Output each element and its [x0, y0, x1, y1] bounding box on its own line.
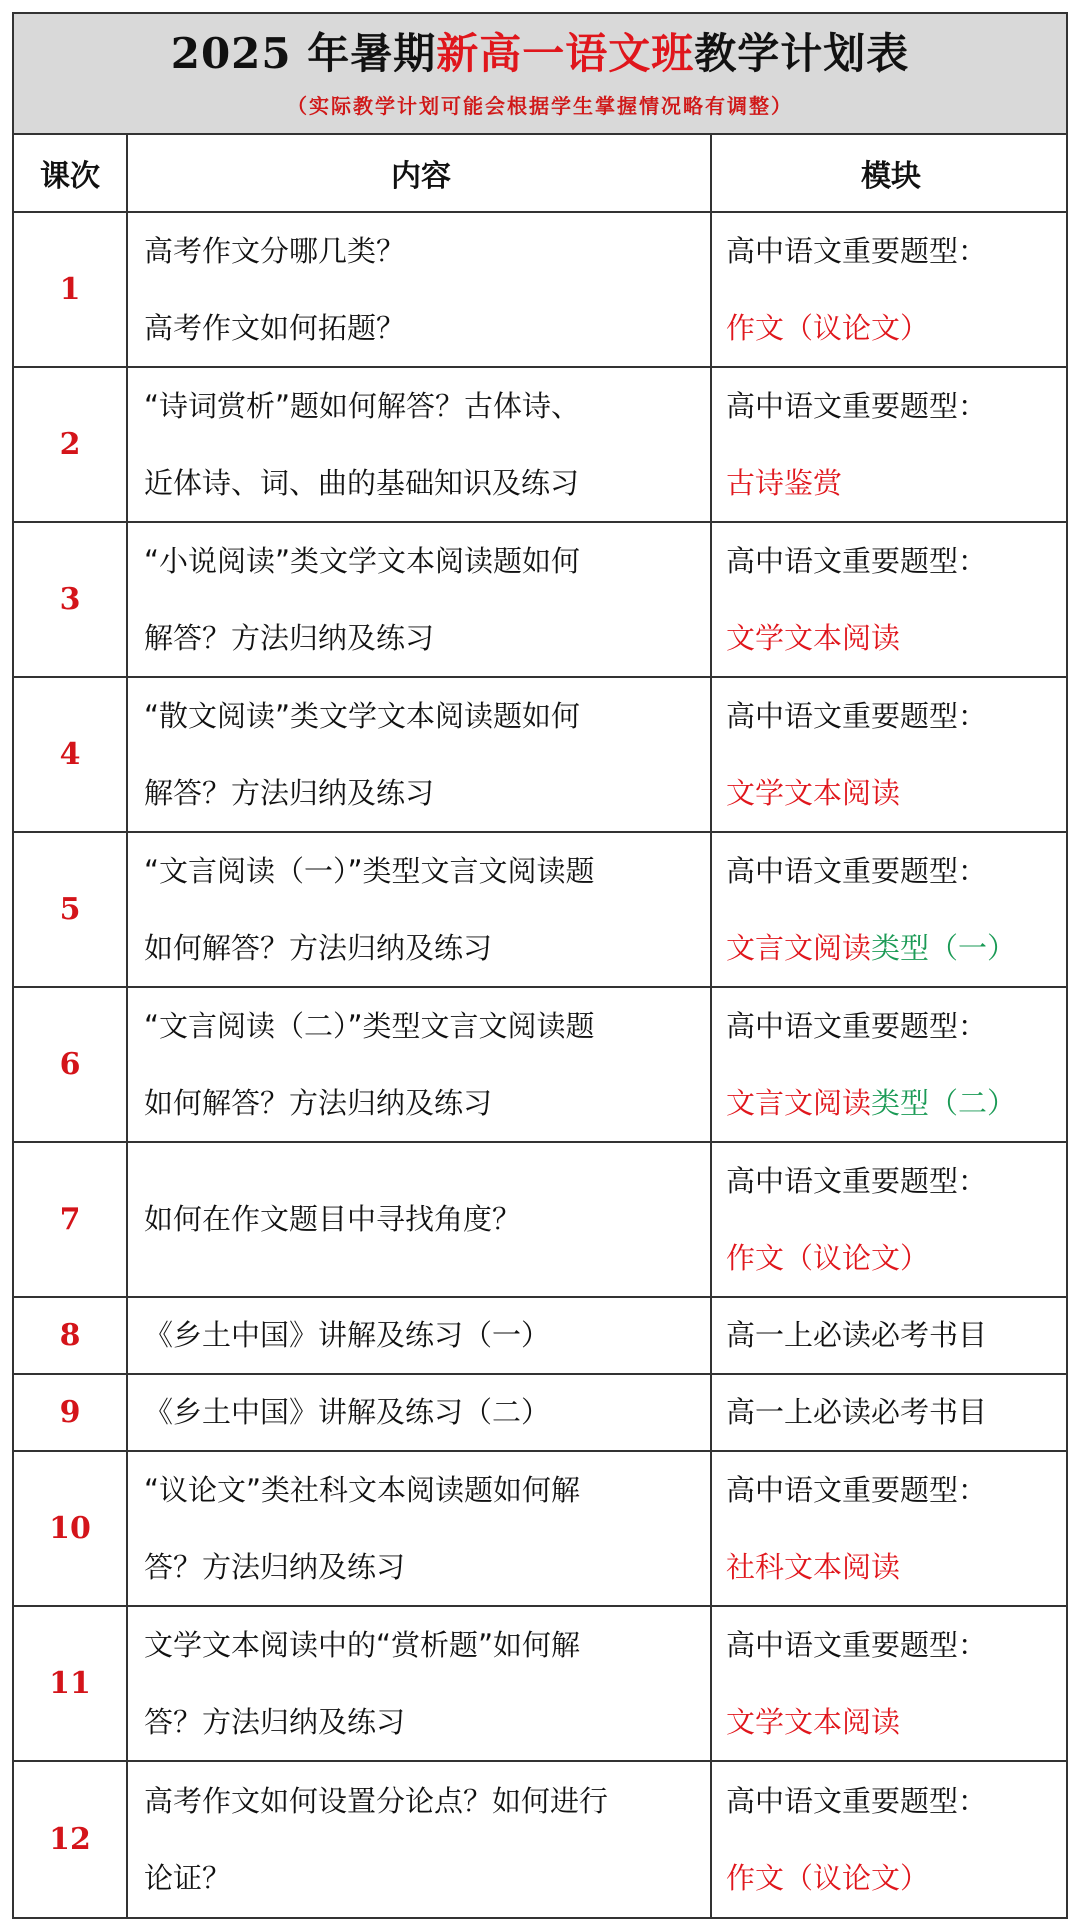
- table-row: [14, 523, 1066, 678]
- lesson-module: [712, 1143, 1066, 1296]
- module-topic-part: 作文（议论文）: [726, 1860, 930, 1895]
- module-topic-part: 文言文阅读: [726, 930, 872, 965]
- content-line: 近体诗、词、曲的基础知识及练习: [144, 465, 580, 500]
- module-label: 高中语文重要题型：: [726, 853, 988, 888]
- module-topic: [726, 1220, 1056, 1297]
- content-line: 《乡土中国》讲解及练习（二）: [144, 1395, 551, 1429]
- lesson-number: 8: [14, 1298, 128, 1373]
- title-part-2: 教学计划表: [694, 29, 910, 78]
- module-topic-part: 社科文本阅读: [726, 1549, 901, 1584]
- lesson-content: [128, 1375, 712, 1450]
- module-label: 高中语文重要题型：: [726, 1783, 988, 1818]
- lesson-content: [128, 523, 712, 676]
- content-line: 论证？: [144, 1860, 232, 1895]
- header-content: 内容: [128, 135, 712, 211]
- module-label: 高中语文重要题型：: [726, 1163, 988, 1198]
- lesson-number: 2: [14, 368, 128, 521]
- content-line: “诗词赏析”题如何解答？古体诗、: [144, 388, 581, 423]
- lesson-number: 6: [14, 988, 128, 1141]
- content-line: 如何解答？方法归纳及练习: [144, 1085, 493, 1120]
- lesson-content: [128, 833, 712, 986]
- lesson-number: 12: [14, 1762, 128, 1917]
- table-row: [14, 1298, 1066, 1375]
- table-row: [14, 368, 1066, 523]
- content-line: 高考作文如何设置分论点？如何进行: [144, 1783, 609, 1818]
- lesson-module: [712, 1298, 1066, 1373]
- table-row: [14, 213, 1066, 368]
- module-topic: [726, 290, 1056, 367]
- lesson-content: [128, 1298, 712, 1373]
- lesson-content: [128, 1143, 712, 1296]
- module-label: 高中语文重要题型：: [726, 233, 988, 268]
- lesson-module: [712, 988, 1066, 1141]
- module-topic-part: 文学文本阅读: [726, 775, 901, 810]
- content-line: “议论文”类社科文本阅读题如何解: [144, 1472, 581, 1507]
- lesson-module: [712, 1375, 1066, 1450]
- module-topic: [726, 1529, 1056, 1606]
- lesson-number: 1: [14, 213, 128, 366]
- content-line: “散文阅读”类文学文本阅读题如何: [144, 698, 581, 733]
- title-highlight: 新高一语文班: [436, 29, 695, 78]
- module-topic: [726, 1684, 1056, 1761]
- content-line: “文言阅读（二）”类型文言文阅读题: [144, 1008, 595, 1043]
- table-row: [14, 1452, 1066, 1607]
- header-number: 课次: [14, 135, 128, 211]
- table-row: [14, 988, 1066, 1143]
- header-module: 模块: [861, 159, 921, 194]
- content-line: 高考作文如何拓题？: [144, 310, 406, 345]
- teaching-plan-table: [12, 12, 1068, 1919]
- lesson-content: [128, 988, 712, 1141]
- lesson-module: [712, 833, 1066, 986]
- content-line: 答？方法归纳及练习: [144, 1704, 406, 1739]
- table-body: [14, 213, 1066, 1917]
- lesson-number: 9: [14, 1375, 128, 1450]
- module-label: 高中语文重要题型：: [726, 1627, 988, 1662]
- content-line: 如何在作文题目中寻找角度？: [144, 1202, 522, 1236]
- module-topic-part: 文学文本阅读: [726, 1704, 901, 1739]
- content-line: 文学文本阅读中的“赏析题”如何解: [144, 1627, 581, 1662]
- table-row: [14, 1762, 1066, 1917]
- lesson-content: [128, 678, 712, 831]
- lesson-number: 11: [14, 1607, 128, 1760]
- lesson-module: [712, 368, 1066, 521]
- content-line: “文言阅读（一）”类型文言文阅读题: [144, 853, 595, 888]
- lesson-content: [128, 1452, 712, 1605]
- lesson-module: [712, 523, 1066, 676]
- module-topic: [726, 1840, 1056, 1917]
- title-section: [14, 14, 1066, 135]
- module-topic: [726, 1065, 1056, 1142]
- lesson-content: [128, 1607, 712, 1760]
- lesson-module: [712, 1762, 1066, 1917]
- content-line: 如何解答？方法归纳及练习: [144, 930, 493, 965]
- lesson-number: 7: [14, 1143, 128, 1296]
- module-label: 高中语文重要题型：: [726, 1472, 988, 1507]
- module-topic: [726, 445, 1056, 522]
- module-label: 高一上必读必考书目: [726, 1395, 988, 1429]
- table-row: [14, 1607, 1066, 1762]
- lesson-content: [128, 213, 712, 366]
- module-topic-part: 文言文阅读: [726, 1085, 872, 1120]
- content-line: 答？方法归纳及练习: [144, 1549, 406, 1584]
- module-topic-part: 古诗鉴赏: [726, 465, 843, 500]
- module-topic: [726, 910, 1056, 987]
- module-topic: [726, 600, 1056, 677]
- content-line: 《乡土中国》讲解及练习（一）: [144, 1318, 551, 1352]
- lesson-content: [128, 1762, 712, 1917]
- module-topic-part: 作文（议论文）: [726, 1240, 930, 1275]
- module-label: 高中语文重要题型：: [726, 1008, 988, 1043]
- content-line: 高考作文分哪几类？: [144, 233, 406, 268]
- subtitle-note: （实际教学计划可能会根据学生掌握情况略有调整）: [287, 94, 793, 118]
- lesson-number: 4: [14, 678, 128, 831]
- table-row: [14, 1143, 1066, 1298]
- module-topic: [726, 755, 1056, 832]
- table-row: [14, 833, 1066, 988]
- lesson-number: 3: [14, 523, 128, 676]
- module-topic-part: 类型（二）: [871, 1085, 1017, 1120]
- module-label: 高一上必读必考书目: [726, 1318, 988, 1352]
- content-line: 解答？方法归纳及练习: [144, 620, 435, 655]
- lesson-number: 5: [14, 833, 128, 986]
- module-topic-part: 类型（一）: [871, 930, 1017, 965]
- page-title: [14, 14, 1066, 82]
- content-line: “小说阅读”类文学文本阅读题如何: [144, 543, 581, 578]
- module-topic-part: 文学文本阅读: [726, 620, 901, 655]
- module-label: 高中语文重要题型：: [726, 698, 988, 733]
- lesson-content: [128, 368, 712, 521]
- title-part-1: 2025 年暑期: [170, 29, 437, 78]
- lesson-module: [712, 678, 1066, 831]
- content-line: 解答？方法归纳及练习: [144, 775, 435, 810]
- table-row: [14, 1375, 1066, 1452]
- lesson-number: 10: [14, 1452, 128, 1605]
- module-label: 高中语文重要题型：: [726, 388, 988, 423]
- module-label: 高中语文重要题型：: [726, 543, 988, 578]
- header-row: [14, 135, 1066, 213]
- lesson-module: [712, 213, 1066, 366]
- module-topic-part: 作文（议论文）: [726, 310, 930, 345]
- table-row: [14, 678, 1066, 833]
- lesson-module: [712, 1607, 1066, 1760]
- lesson-module: [712, 1452, 1066, 1605]
